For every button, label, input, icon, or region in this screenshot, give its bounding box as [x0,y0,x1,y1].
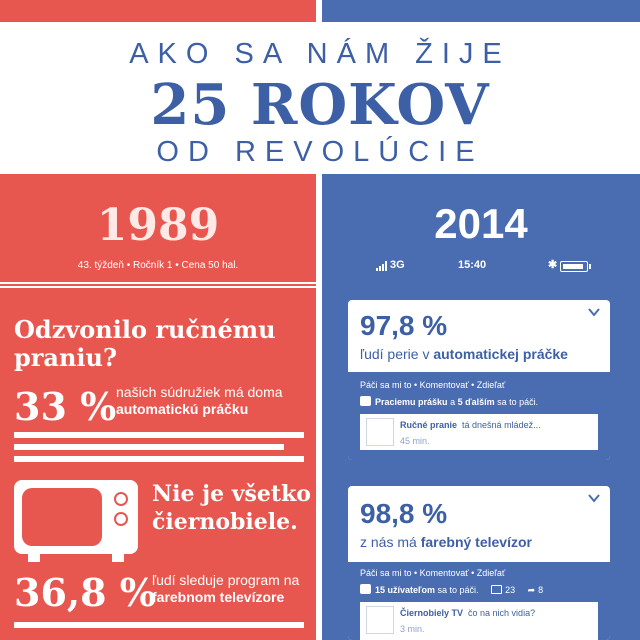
top-bar-blue [322,0,640,22]
chevron-down-icon[interactable] [588,306,600,318]
card1-likes-bold[interactable]: Praciemu prášku [375,397,448,407]
card2-likes-end: sa to páči. [437,585,479,595]
card2-actions[interactable]: Páči sa mi to • Komentovať • Zdieľať [360,568,506,578]
comments-count-value: 23 [505,585,516,595]
card2-likes-bold[interactable]: 15 užívateľom [375,585,435,595]
card1-comment-text [400,420,541,430]
like-thumb-icon [360,584,371,594]
network-type: 3G [390,259,405,271]
newspaper-meta: 43. týždeň • Ročník 1 • Cena 50 hal. [77,260,239,271]
tv-knob [114,512,128,526]
tv-knob [114,492,128,506]
stat1-percent: 33 % [14,384,117,429]
card2-comment [360,602,598,640]
year-2014: 2014 [434,200,528,247]
avatar [366,418,394,446]
comment-author[interactable]: Čiernobiely TV [400,608,464,618]
comment-author[interactable]: Ručné pranie [400,420,458,430]
title-line-2: 25 ROKOV [150,72,490,138]
decor-stripe [14,444,284,450]
panel-1989 [0,174,316,640]
card1-sub-text: ľudí perie v [360,346,430,362]
title-line-3: OD REVOLÚCIE [156,136,484,168]
top-bar-red [0,0,316,22]
card1-social-area [348,372,610,460]
year-1989: 1989 [96,200,220,251]
shares-count[interactable] [528,585,544,596]
stat2-text-plain: ľudí sleduje program na [152,572,300,588]
tv-leg [28,554,40,562]
card1-sub-bold: automatickej práčke [433,346,568,362]
phone-status-bar [322,258,640,274]
stat2-percent: 36,8 % [14,570,156,615]
stat2-text [152,572,299,606]
status-clock: 15:40 [458,259,487,271]
post-card-washing [348,300,610,460]
decor-stripe [14,622,304,628]
battery-icon [560,261,588,272]
card2-sub-text: z nás má [360,534,417,550]
comments-count[interactable] [491,585,515,595]
panel-2014 [322,174,640,640]
card2-sub-bold: farebný televízor [420,534,532,550]
stat1-text-bold: automatickú práčku [116,401,249,417]
card1-likes-end: sa to páči. [497,397,539,407]
post-card-tv [348,486,610,640]
card2-percent: 98,8 % [360,498,448,529]
bluetooth-icon: ✱ [548,259,558,271]
divider-rule [0,282,316,284]
card1-actions[interactable]: Páči sa mi to • Komentovať • Zdieľať [360,380,506,390]
card2-subtitle [360,534,532,550]
card1-likes [360,396,538,407]
headline-not-black-white: Nie je všetko čiernobiele. [152,481,311,535]
divider-rule [0,286,316,288]
card1-subtitle [360,346,568,362]
like-thumb-icon [360,396,371,406]
card2-social-area [348,562,610,640]
signal-icon [376,261,388,271]
question-title: Odzvonilo ručnému praniu? [14,315,276,372]
comment-body: tá dnešná mládež... [462,420,541,430]
avatar [366,606,394,634]
tv-screen [22,488,102,546]
tv-icon [14,480,138,562]
comment-bubble-icon [491,585,502,594]
share-arrow-icon: ➦ [527,585,536,595]
comment-time: 3 min. [400,624,425,634]
comment-body: čo na nich vidia? [468,608,536,618]
comment-time: 45 min. [400,436,430,446]
stat1-text-plain: našich súdružiek má doma [116,384,283,400]
title-line-1: AKO SA NÁM ŽIJE [129,38,511,70]
chevron-down-icon[interactable] [588,492,600,504]
card1-likes-bold2[interactable]: 5 ďalším [457,397,495,407]
decor-stripe [14,432,304,438]
card1-comment [360,414,598,450]
shares-count-value: 8 [538,585,544,595]
card1-likes-mid: a [450,397,456,407]
card2-likes [360,584,543,596]
stat2-text-bold: farebnom televízore [152,589,285,605]
card1-percent: 97,8 % [360,310,448,341]
tv-leg [112,554,124,562]
stat1-text [116,384,283,418]
decor-stripe [14,456,304,462]
card2-comment-text [400,608,535,618]
